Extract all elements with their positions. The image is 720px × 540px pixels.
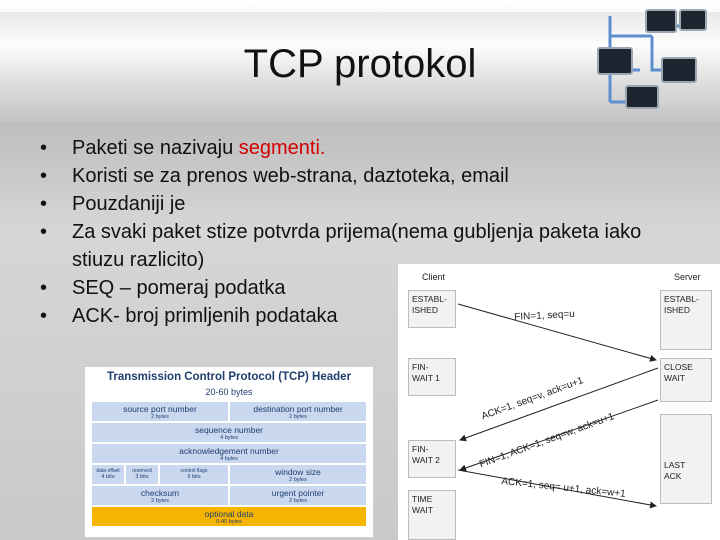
field-name: optional data [204,509,254,519]
field-name: sequence number [194,425,264,435]
field-size: 0-40 bytes [216,519,242,525]
bullet-text: ACK- broj primljenih podataka [72,305,338,327]
server-state-last-ack: LAST ACK [664,460,686,481]
field-data-offset [91,464,125,485]
bullet-item [40,190,660,218]
field-urgent-pointer [229,485,367,506]
field-size: 2 bytes [151,498,169,504]
bullet-item [40,162,660,190]
field-name: data offset [96,468,120,474]
field-destination-port [229,401,367,422]
server-label: Server [674,272,701,282]
field-name: reserved [132,468,152,474]
field-name: source port number [123,404,197,414]
bullet-highlight: segmenti. [238,137,326,159]
header-row [91,506,367,527]
bullet-text: SEQ – pomeraj podatka [72,277,286,299]
field-name: acknowledgement number [179,446,279,456]
header-row [91,485,367,506]
field-name: destination port number [253,404,343,414]
field-size: 9 bits [187,474,201,480]
client-state-fin-wait-2: FIN- WAIT 2 [412,444,440,465]
client-state-fin-wait-1: FIN- WAIT 1 [412,362,440,383]
network-icon [592,8,712,110]
field-source-port [91,401,229,422]
field-size: 2 bytes [289,498,307,504]
client-state-established: ESTABL- ISHED [412,294,447,315]
bullet-dot: • [40,193,48,215]
field-size: 2 bytes [289,477,307,483]
bullet-text: Pouzdaniji je [72,193,186,215]
server-state-established: ESTABL- ISHED [664,294,699,315]
message-arrows [398,264,720,540]
bullet-dot: • [40,165,48,187]
header-row [91,464,367,485]
tcp-header-title: Transmission Control Protocol (TCP) Header [106,371,352,383]
server-state-close-wait: CLOSE WAIT [664,362,693,383]
message-ack: ACK=1, seq=v, ack=u+1 [480,375,585,423]
field-control-flags [159,464,229,485]
field-name: urgent pointer [271,488,325,498]
bullet-dot: • [40,221,48,243]
message-final-ack: ACK=1, seq= u+1, ack=w+1 [500,476,627,500]
field-ack-number [91,443,367,464]
client-state-time-wait: TIME WAIT [412,494,433,515]
tcp-header-figure [84,366,374,538]
field-size: 2 bytes [151,414,169,420]
field-window-size [229,464,367,485]
bullet-item [40,134,660,162]
field-size: 4 bits [101,474,115,480]
field-sequence-number [91,422,367,443]
tcp-header-subtitle: 20-60 bytes [205,387,253,397]
slide-title: TCP protokol [243,42,477,86]
field-checksum [91,485,229,506]
message-fin-ack: FIN=1, ACK=1, seq=w, ack=u+1 [478,411,616,471]
header-row [91,443,367,464]
field-size: 4 bytes [220,456,238,462]
tcp-termination-diagram [398,264,720,540]
header-row [91,401,367,422]
client-label: Client [422,272,446,282]
field-size: 2 bytes [289,414,307,420]
message-fin: FIN=1, seq=u [514,308,576,323]
bullet-text: Paketi se nazivaju [72,137,239,159]
field-name: window size [275,467,321,477]
bullet-text: Za svaki paket stize potvrda prijema(nema gubljenja paketa iako stiuzu razlicito) [72,221,642,271]
bullet-dot: • [40,305,48,327]
field-reserved [125,464,159,485]
field-name: control flags [180,468,208,474]
header-row [91,422,367,443]
field-size: 3 bits [135,474,149,480]
field-optional-data [91,506,367,527]
field-name: checksum [140,488,180,498]
bullet-dot: • [40,137,48,159]
bullet-dot: • [40,277,48,299]
bullet-text: Koristi se za prenos web-strana, daztoteka, email [72,165,509,187]
field-size: 4 bytes [220,435,238,441]
